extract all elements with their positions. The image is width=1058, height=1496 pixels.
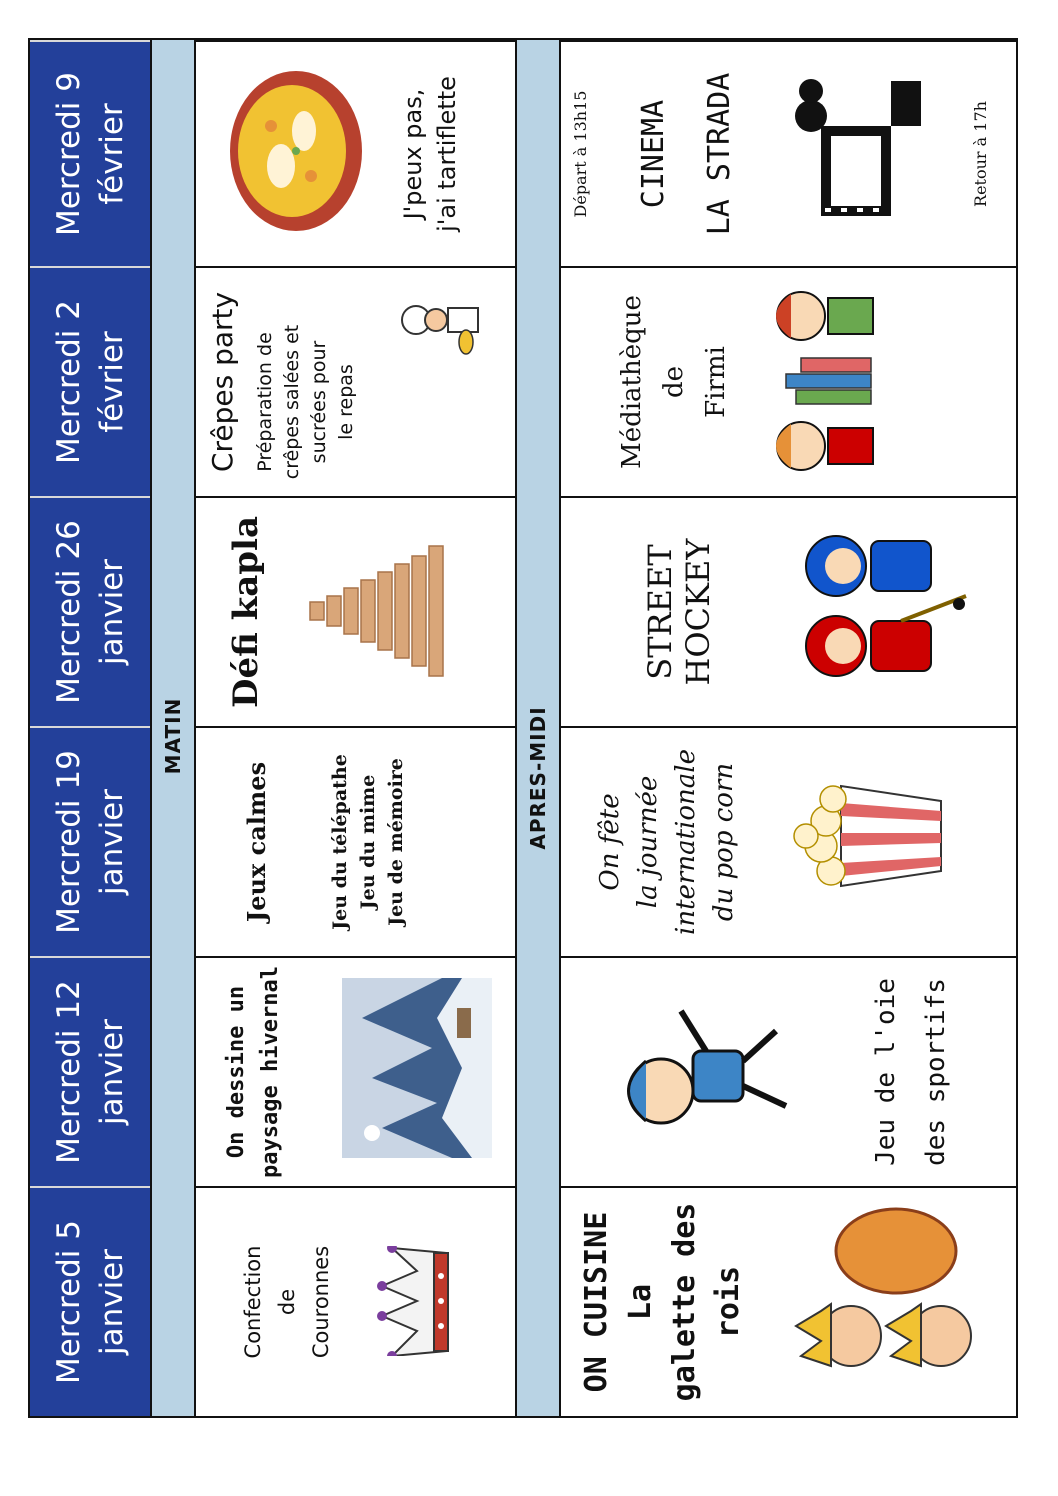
date-header: Mercredi 26 janvier	[30, 496, 152, 726]
activity-calendar	[28, 38, 1018, 1418]
king-cake-kids-icon	[791, 1206, 991, 1396]
activity-cell	[561, 726, 1016, 956]
activity-cell	[196, 1186, 515, 1416]
date-header: Mercredi 5 janvier	[30, 1186, 152, 1416]
activity-cell	[196, 956, 515, 1186]
header-row	[30, 40, 152, 1416]
activity-text: paysage hivernal	[258, 966, 283, 1178]
activity-text: internationale	[671, 749, 701, 935]
activity-text: LA STRADA	[702, 72, 737, 236]
activity-cell	[561, 496, 1016, 726]
activity-text: On dessine un	[224, 985, 249, 1159]
activity-text: HOCKEY	[679, 538, 717, 686]
hockey-players-icon	[781, 516, 971, 696]
activity-text: de	[659, 365, 689, 399]
activity-title: Défi kapla	[226, 516, 266, 708]
activity-text: STREET	[641, 544, 679, 680]
activity-text: sucrées pour	[308, 340, 330, 464]
activity-text: Confection	[241, 1245, 265, 1359]
film-camera-icon	[781, 76, 931, 226]
afternoon-band: APRES-MIDI	[515, 40, 561, 1416]
activity-text: Couronnes	[309, 1245, 333, 1359]
activity-text: la journée	[633, 775, 663, 909]
activity-text: Jeu de l'oie	[871, 978, 901, 1166]
date-header: Mercredi 12 janvier	[30, 956, 152, 1186]
date-header: Mercredi 2 février	[30, 266, 152, 496]
activity-text: du pop corn	[709, 762, 739, 922]
activity-text: des sportifs	[921, 978, 951, 1166]
activity-text: Préparation de	[254, 332, 276, 472]
chef-icon	[396, 280, 496, 360]
activity-text: Médiathèque	[617, 295, 647, 469]
activity-title: Crêpes party	[206, 291, 239, 473]
activity-text: galette des	[667, 1202, 702, 1402]
activity-text: j'ai tartiflette	[433, 76, 461, 232]
activity-cell	[561, 1186, 1016, 1416]
activity-text: ON CUISINE La	[579, 1211, 658, 1393]
activity-cell	[196, 726, 515, 956]
activity-cell	[561, 266, 1016, 496]
date-header: Mercredi 19 janvier	[30, 726, 152, 956]
activity-cell	[561, 40, 1016, 266]
activity-text: de	[275, 1288, 299, 1316]
activity-text: crêpes salées et	[281, 324, 303, 480]
activity-text: CINEMA	[636, 99, 671, 209]
winter-landscape-icon	[342, 978, 492, 1158]
running-boy-icon	[601, 996, 801, 1146]
activity-text: Jeu du mime	[357, 774, 379, 910]
activity-text: Firmi	[701, 346, 731, 418]
date-header: Mercredi 9 février	[30, 40, 152, 266]
departure-time: Départ à 13h15	[571, 90, 590, 218]
activity-title: Jeux calmes	[242, 761, 271, 923]
activity-text: le repas	[335, 364, 357, 440]
activity-text: On fête	[595, 793, 625, 891]
tartiflette-dish-icon	[216, 66, 366, 236]
return-time: Retour à 17h	[971, 101, 990, 207]
morning-row	[196, 40, 515, 1416]
popcorn-icon	[791, 771, 951, 901]
kapla-tower-icon	[294, 536, 454, 686]
activity-cell	[561, 956, 1016, 1186]
crown-icon	[372, 1246, 462, 1356]
activity-text: rois	[711, 1265, 746, 1339]
activity-text: Jeu de mémoire	[385, 758, 407, 926]
afternoon-row	[561, 40, 1016, 1416]
activity-text: Jeu du télépathe	[329, 754, 351, 930]
activity-cell	[196, 266, 515, 496]
activity-text: J'peux pas,	[399, 88, 427, 220]
morning-band: MATIN	[150, 40, 196, 1416]
activity-cell	[196, 40, 515, 266]
kids-books-icon	[756, 286, 886, 476]
activity-cell	[196, 496, 515, 726]
